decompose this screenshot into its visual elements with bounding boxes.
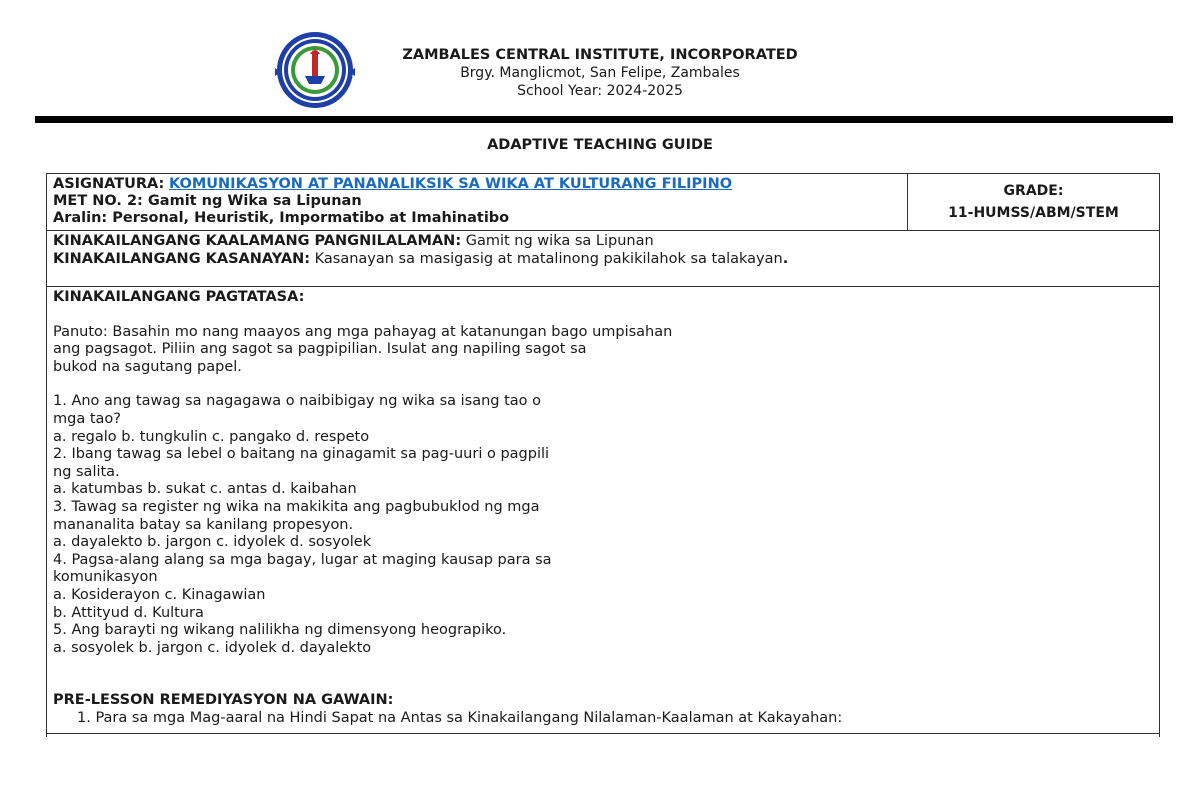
kasanayan-period: . [782,251,789,267]
school-address: Brgy. Manglicmot, San Felipe, Zambales [460,65,740,81]
choice-line: a. Kosiderayon c. Kinagawian [53,586,266,603]
choice-line: a. regalo b. tungkulin c. pangako d. respeto [53,428,370,445]
question-line: 5. Ang barayti ng wikang nalilikha ng dimensyong heograpiko. [53,622,507,639]
teaching-guide-table [46,173,1160,737]
question-line: 4. Pagsa-alang alang sa mga bagay, lugar at maging kausap para sa [53,551,552,568]
question-line: 3. Tawag sa register ng wika na makikita ang pagbubuklod ng mga [53,498,540,515]
header-rule [35,116,1173,123]
question-line: mga tao? [53,410,121,427]
school-header [390,46,810,100]
question-line: mananalita batay sa kanilang propesyon. [53,516,354,533]
kaalaman-value: Gamit ng wika sa Lipunan [461,233,654,249]
document-title: ADAPTIVE TEACHING GUIDE [487,137,713,153]
school-name: ZAMBALES CENTRAL INSTITUTE, INCORPORATED [402,47,798,63]
subject-cell [47,174,908,230]
question-line: komunikasyon [53,569,158,586]
remediation-heading: PRE-LESSON REMEDIYASYON NA GAWAIN: [53,692,394,709]
asignatura-label: ASIGNATURA: [53,176,165,192]
question-line: ng salita. [53,463,120,480]
grade-cell [908,174,1159,230]
instruction-line: bukod na sagutang papel. [53,358,242,375]
choice-line: a. katumbas b. sukat c. antas d. kaibahan [53,481,357,498]
table-bottom-border [46,733,1160,734]
grade-value: 11-HUMSS/ABM/STEM [948,205,1119,221]
kasanayan-label: KINAKAILANGANG KASANAYAN: [53,251,311,267]
grade-label: GRADE: [1003,183,1064,199]
met-label: MET NO. 2: Gamit ng Wika sa Lipunan [53,193,362,209]
assessment-row [47,287,1159,737]
question-line: 1. Ano ang tawag sa nagagawa o naibibigay ng wika sa isang tao o [53,393,542,410]
kaalaman-label: KINAKAILANGANG KAALAMANG PANGNILALAMAN: [53,233,462,249]
aralin-label: Aralin: Personal, Heuristik, Impormatibo at Imahinatibo [53,210,510,226]
subject-row [47,174,1159,231]
kasanayan-value: Kasanayan sa masigasig at matalinong pakikilahok sa talakayan [310,251,783,267]
choice-line: a. dayalekto b. jargon c. idyolek d. sosyolek [53,534,372,551]
requirements-row [47,231,1159,287]
instruction-line: Panuto: Basahin mo nang maayos ang mga pahayag at katanungan bago umpisahan [53,323,673,340]
assessment-heading: KINAKAILANGANG PAGTATASA: [53,289,305,305]
remediation-item: 1. Para sa mga Mag-aaral na Hindi Sapat na Antas sa Kinakailangang Nilalaman-Kaalaman at Kakayahan: [77,709,843,726]
instruction-line: ang pagsagot. Piliin ang sagot sa pagpipilian. Isulat ang napiling sagot sa [53,341,587,358]
asignatura-link[interactable]: KOMUNIKASYON AT PANANALIKSIK SA WIKA AT KULTURANG FILIPINO [168,176,733,192]
school-year: School Year: 2024-2025 [517,83,683,99]
choice-line: a. sosyolek b. jargon c. idyolek d. dayalekto [53,639,372,656]
school-logo [270,30,360,110]
choice-line: b. Attityud d. Kultura [53,604,204,621]
question-line: 2. Ibang tawag sa lebel o baitang na ginagamit sa pag-uuri o pagpili [53,446,550,463]
